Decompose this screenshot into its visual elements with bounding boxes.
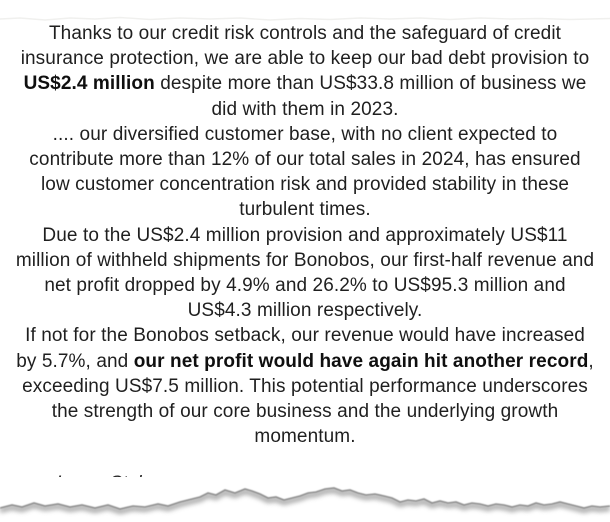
- text-segment: Due to the US$2.4 million provision and approximately US$11 million of withheld shipments for Bonobos, our first-half revenue and net profit dropped by 4.9% and 26.2% to US$95.3 million and US$4.3 million respectively.: [15, 224, 595, 322]
- highlighted-text-segment: our net profit would have again hit another record: [133, 350, 589, 372]
- text-segment: despite more than US$33.8 million of business we did with them in 2023.: [154, 73, 587, 120]
- text-segment: .... our diversified customer base, with no client expected to contribute more than 12% of our total sales in 2024, has ensured low customer concentration risk and provided stability in these turbulent times.: [29, 123, 581, 221]
- text-segment: , exceeding US$7.5 million. This potential performance underscores the strength of our core business and the underlying growth momentum.: [22, 350, 594, 448]
- paragraph: [15, 21, 595, 122]
- text-segment: Thanks to our credit risk controls and the safeguard of credit insurance protection, we are able to keep our bad debt provision to: [20, 23, 590, 70]
- torn-edge-bottom: [0, 477, 610, 522]
- paragraph: [15, 223, 595, 324]
- quote-paragraphs: [15, 21, 595, 449]
- paragraph: [15, 323, 595, 449]
- quote-text-block: [15, 21, 595, 497]
- text-segment: If not for the Bonobos setback, our revenue would have increased by 5.7%, and: [16, 325, 585, 372]
- highlighted-text-segment: US$2.4 million: [23, 73, 155, 95]
- paragraph: [15, 122, 595, 223]
